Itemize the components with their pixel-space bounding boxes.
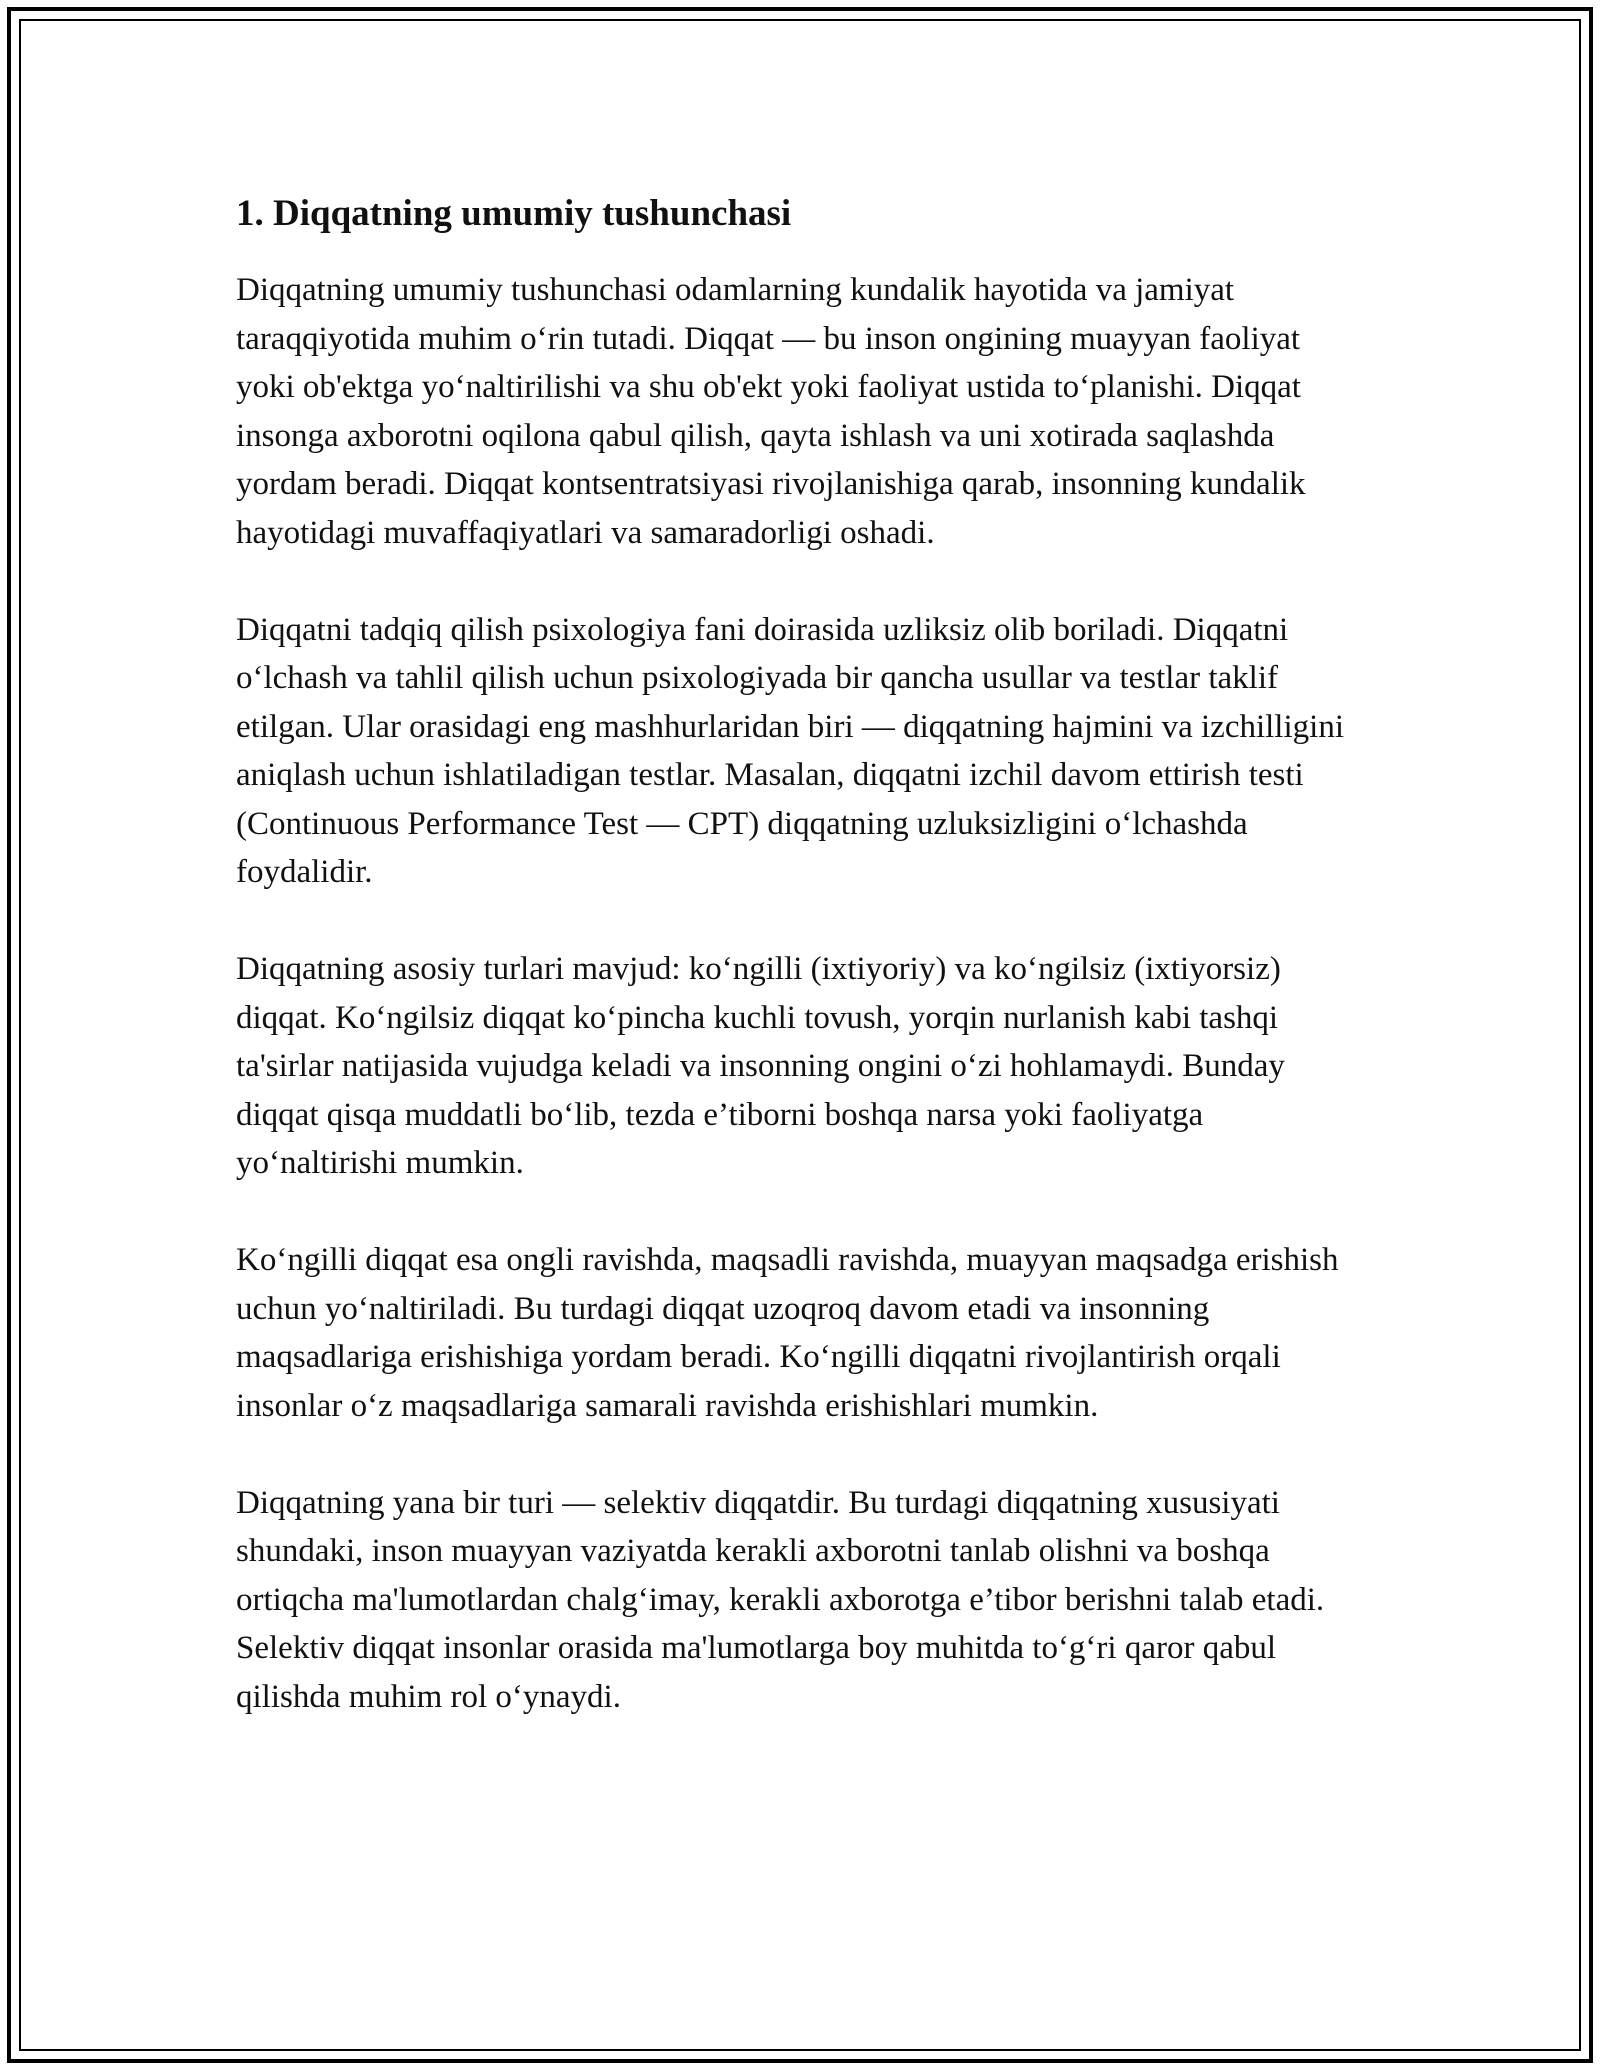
document-body [236,188,1356,1770]
paragraph-2: Diqqatni tadqiq qilish psixologiya fani doirasida uzliksiz olib boriladi. Diqqatni o‘lchash va tahlil qilish uchun psixologiyada bir qancha usullar va testlar taklif etilgan. Ular orasidagi eng mashhurlaridan biri — diqqatning hajmini va izchilligini aniqlash uchun ishlatiladigan testlar. Masalan, diqqatni izchil davom ettirish testi (Continuous Performance Test — CPT) diqqatning uzluksizligini o‘lchashda foydalidir. [236,611,1344,890]
paragraph-3: Diqqatning asosiy turlari mavjud: ko‘ngilli (ixtiyoriy) va ko‘ngilsiz (ixtiyorsiz) diqqat. Ko‘ngilsiz diqqat ko‘pincha kuchli tovush, yorqin nurlanish kabi tashqi ta'sirlar natijasida vujudga keladi va insonning ongini o‘zi hohlamaydi. Bunday diqqat qisqa muddatli bo‘lib, tezda e’tiborni boshqa narsa yoki faoliyatga yo‘naltirishi mumkin. [236,951,1285,1181]
paragraph-1: Diqqatning umumiy tushunchasi odamlarning kundalik hayotida va jamiyat taraqqiyotida muhim o‘rin tutadi. Diqqat — bu inson ongining muayyan faoliyat yoki ob'ektga yo‘naltirilishi va shu ob'ekt yoki faoliyat ustida to‘planishi. Diqqat insonga axborotni oqilona qabul qilish, qayta ishlash va uni xotirada saqlashda yordam beradi. Diqqat kontsentratsiyasi rivojlanishiga qarab, insonning kundalik hayotidagi muvaffaqiyatlari va samaradorligi oshadi. [236,272,1306,551]
paragraph-4: Ko‘ngilli diqqat esa ongli ravishda, maqsadli ravishda, muayyan maqsadga erishish uchun yo‘naltiriladi. Bu turdagi diqqat uzoqroq davom etadi va insonning maqsadlariga erishishiga yordam beradi. Ko‘ngilli diqqatni rivojlantirish orqali insonlar o‘z maqsadlariga samarali ravishda erishishlari mumkin. [236,1242,1339,1424]
section-heading: 1. Diqqatning umumiy tushunchasi [236,193,792,234]
paragraph-5: Diqqatning yana bir turi — selektiv diqqatdir. Bu turdagi diqqatning xususiyati shundaki, inson muayyan vaziyatda kerakli axborotni tanlab olishni va boshqa ortiqcha ma'lumotlardan chalg‘imay, kerakli axborotga e’tibor berishni talab etadi. Selektiv diqqat insonlar orasida ma'lumotlarga boy muhitda to‘g‘ri qaror qabul qilishda muhim rol o‘ynaydi. [236,1484,1325,1715]
